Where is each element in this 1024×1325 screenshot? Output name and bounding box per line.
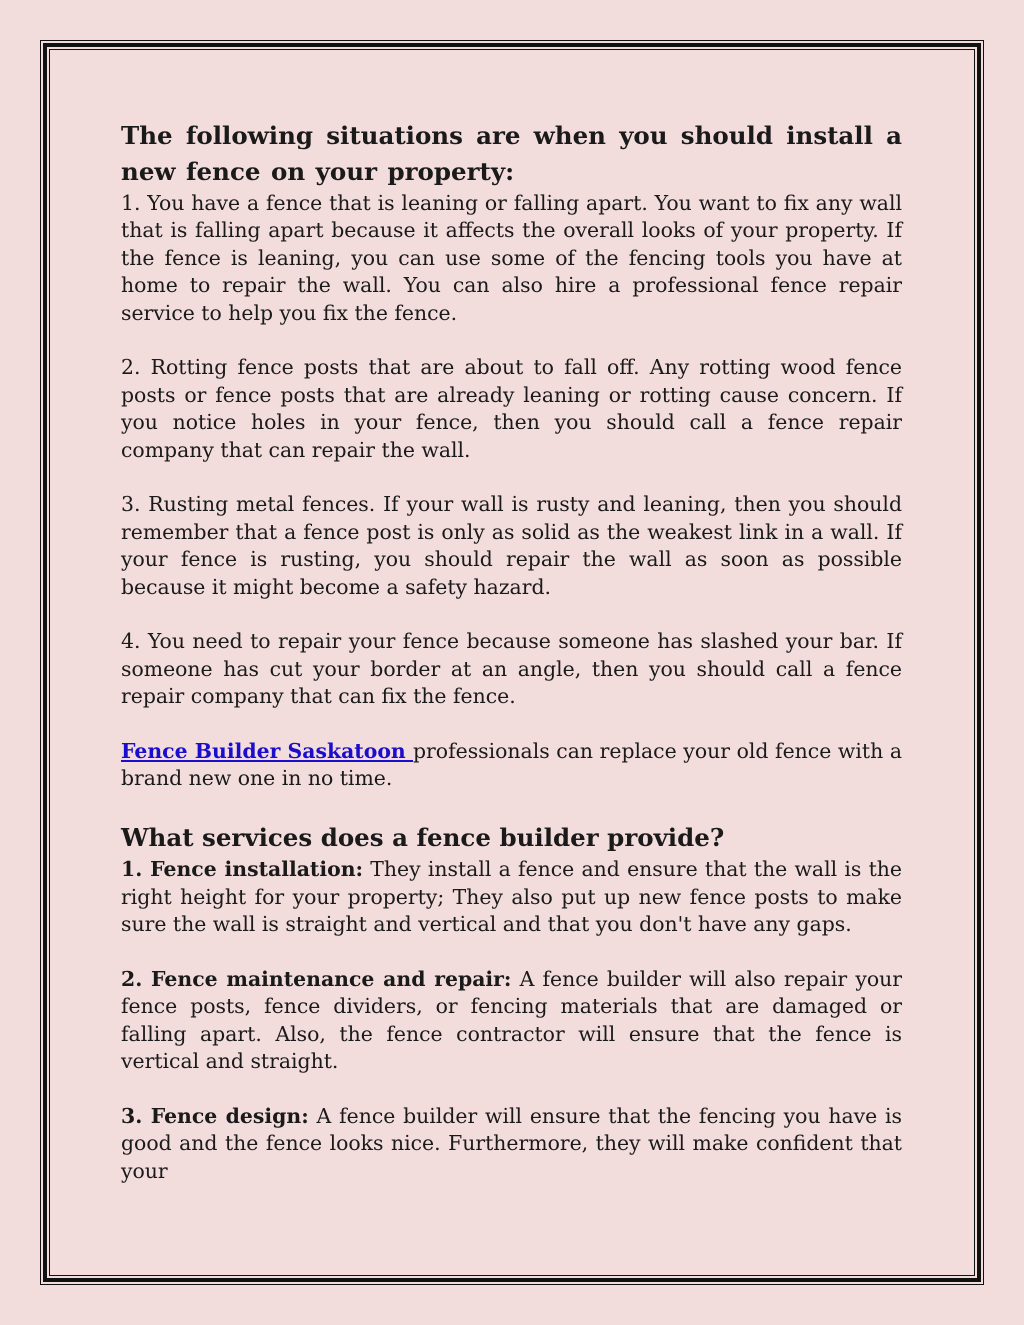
promo-text: professionals can replace your old fence with a brand new one in no time. (121, 739, 902, 791)
paragraph-situation-1: 1. You have a fence that is leaning or falling apart. You want to fix any wall that is falling apart because it affects the overall looks of your property. If the fence is leaning, you can use some of the fencing tools you have at home to repair the wall. You can also hire a professional fence repair service to help you fix the fence. (121, 191, 902, 325)
paragraph-promo (121, 738, 902, 793)
section-heading-situations: The following situations are when you should install a new fence on your property: (121, 121, 902, 186)
service-label: 2. Fence maintenance and repair: (121, 966, 512, 991)
paragraph-service-1 (121, 856, 902, 938)
service-text: They install a fence and ensure that the wall is the right height for your property; They also put up new fence posts to make sure the wall is straight and vertical and that you don't have any gaps. (121, 857, 902, 937)
fence-builder-link[interactable]: Fence Builder Saskatoon (121, 739, 413, 764)
service-label: 1. Fence installation: (121, 857, 364, 882)
document-body (121, 118, 902, 1185)
paragraph-service-3 (121, 1103, 902, 1185)
paragraph-service-2 (121, 966, 902, 1076)
paragraph-situation-3: 3. Rusting metal fences. If your wall is rusty and leaning, then you should remember that a fence post is only as solid as the weakest link in a wall. If your fence is rusting, you should repair the wall as soon as possible because it might become a safety hazard. (121, 492, 902, 599)
paragraph-situation-4: 4. You need to repair your fence because someone has slashed your bar. If someone has cut your border at an angle, then you should call a fence repair company that can fix the fence. (121, 629, 902, 709)
service-label: 3. Fence design: (121, 1103, 309, 1128)
paragraph-situation-2: 2. Rotting fence posts that are about to fall off. Any rotting wood fence posts or fence posts that are already leaning or rotting cause concern. If you notice holes in your fence, then you should call a fence repair company that can repair the wall. (121, 355, 902, 462)
service-text: A fence builder will also repair your fence posts, fence dividers, or fencing materials that are damaged or falling apart. Also, the fence contractor will ensure that the fence is vertical and straight. (121, 966, 902, 1074)
section-heading-services: What services does a fence builder provide? (121, 823, 725, 853)
service-text: A fence builder will ensure that the fencing you have is good and the fence looks nice. Furthermore, they will make confident that your (121, 1103, 902, 1183)
